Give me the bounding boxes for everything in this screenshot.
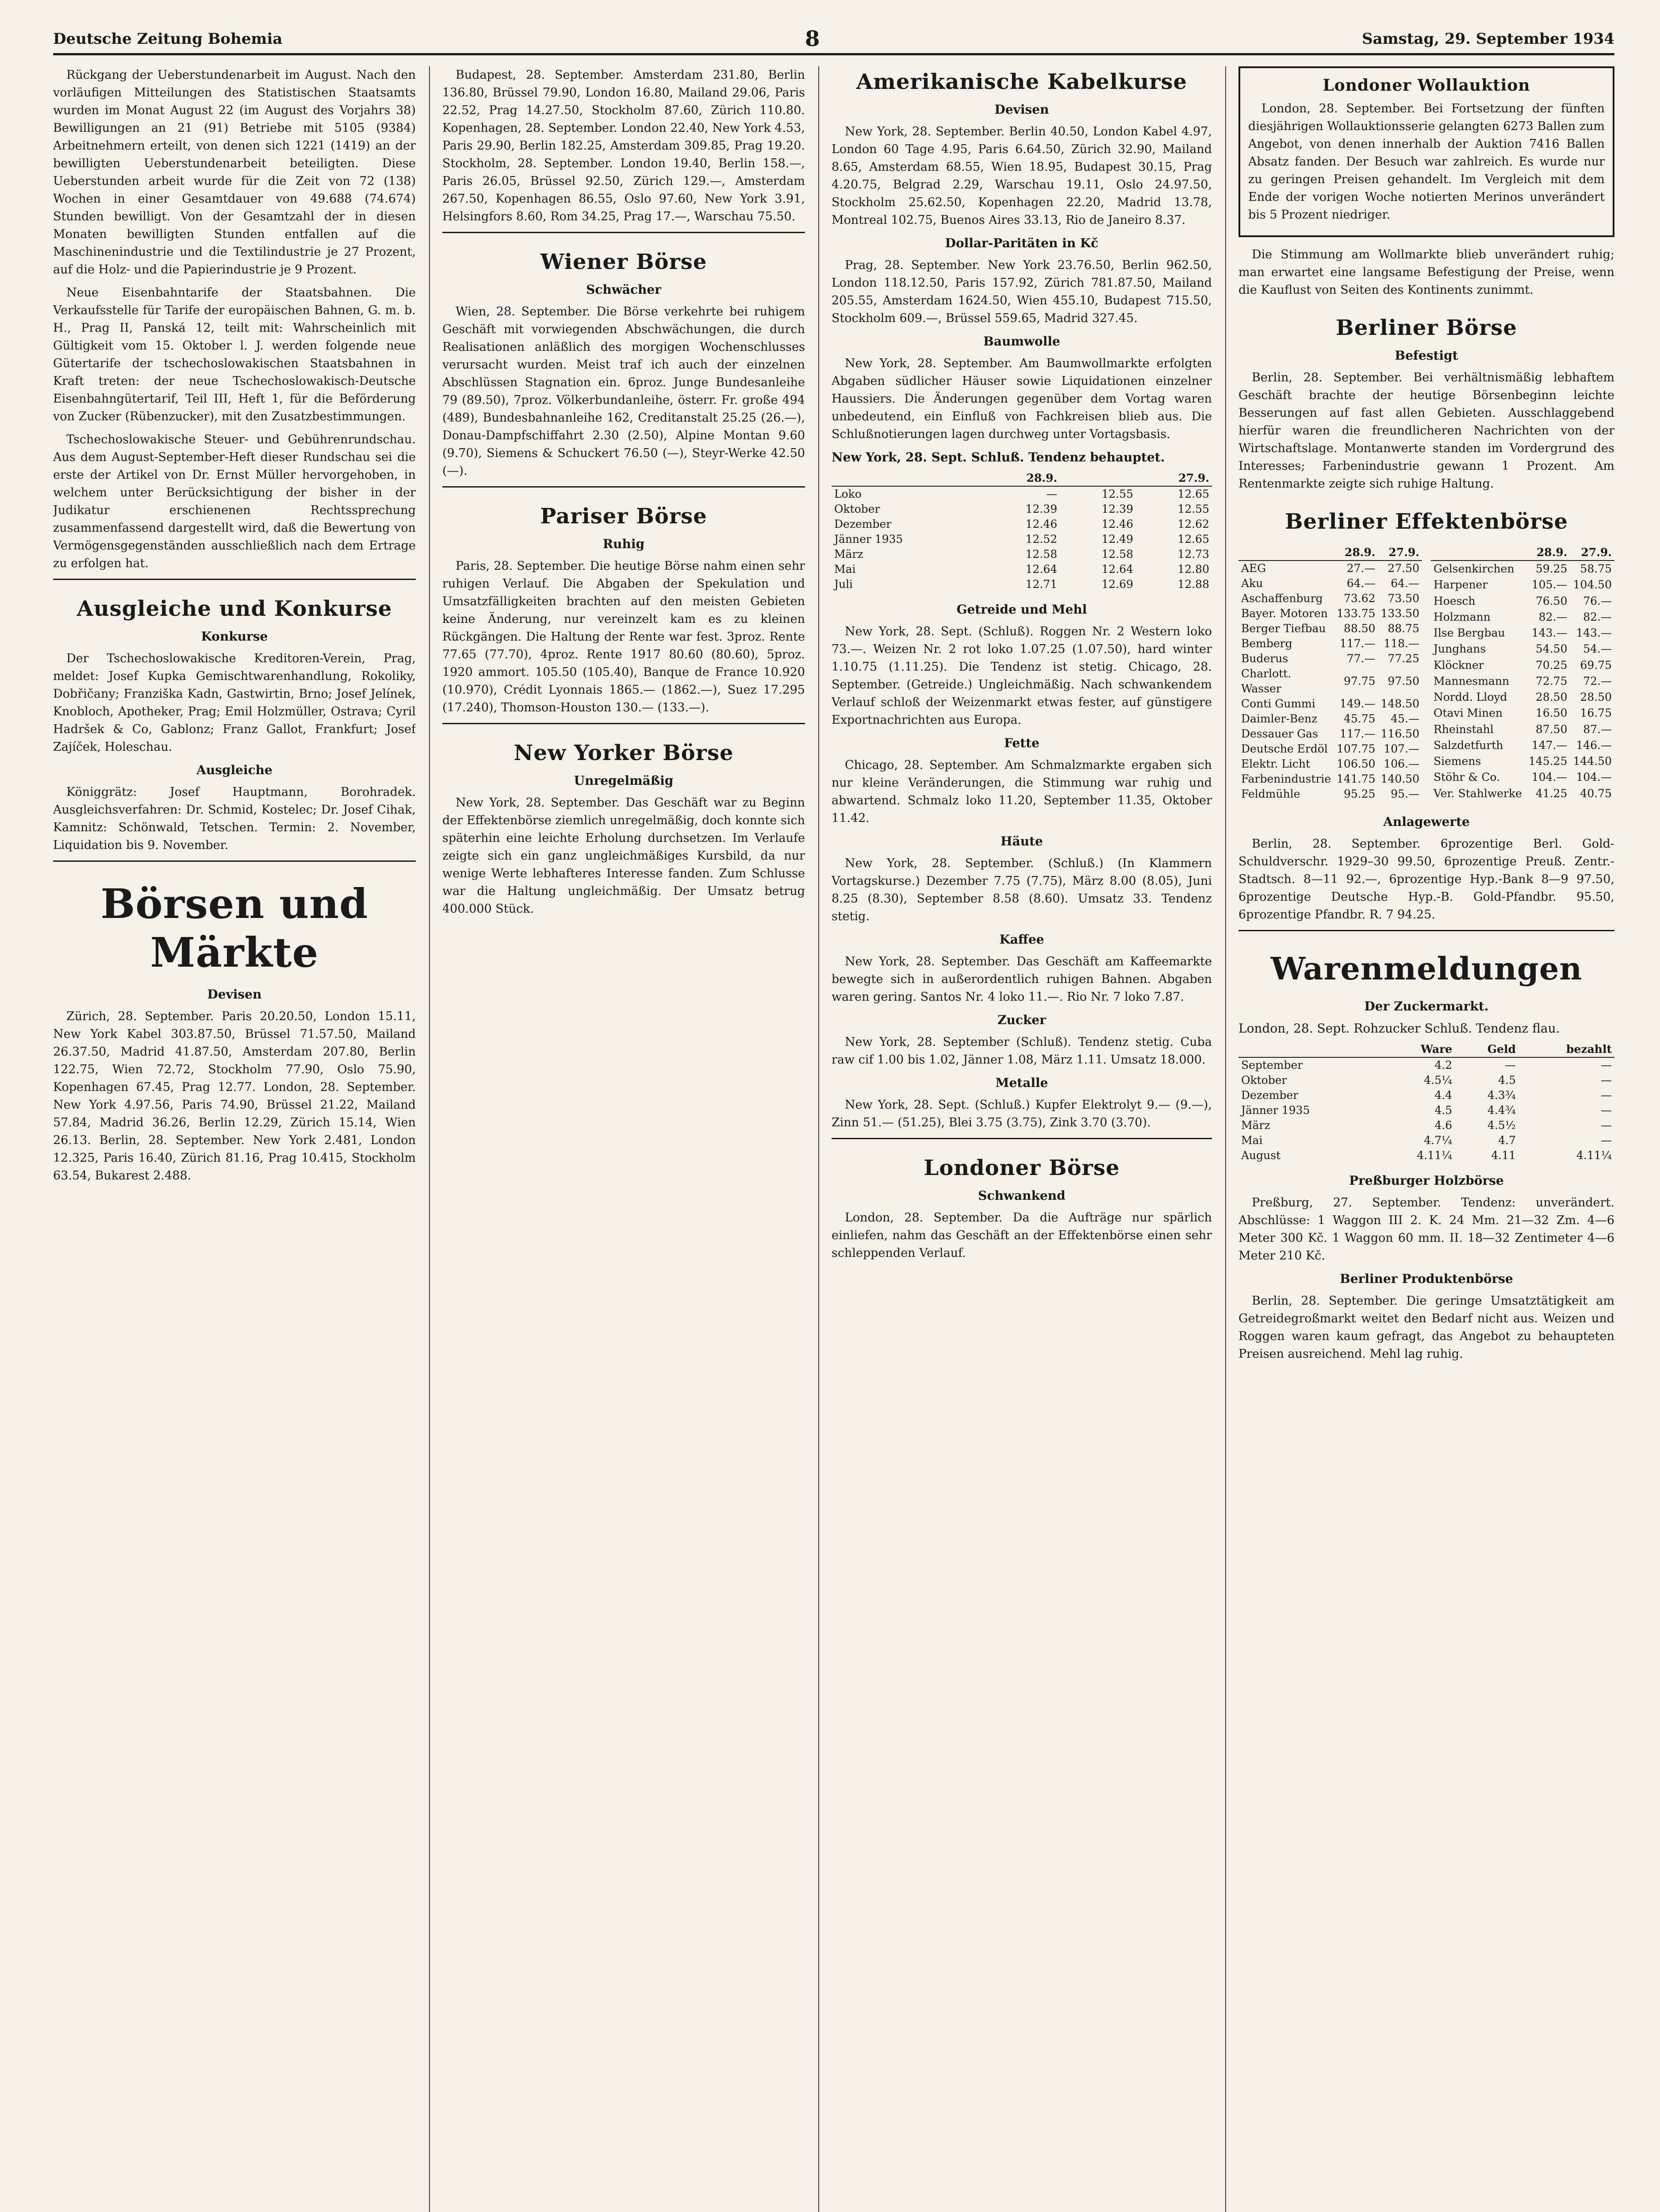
subheading-sugar: Zucker: [997, 1013, 1046, 1027]
table-cell: 27.50: [1388, 562, 1419, 575]
table-cell: 4.5: [1434, 1104, 1453, 1117]
table-cell: 4.4: [1434, 1089, 1453, 1102]
table-row: [832, 486, 1212, 502]
table-header-cell: [1431, 545, 1526, 561]
table-cell: Conti Gummi: [1241, 697, 1315, 710]
cotton-table: [832, 471, 1212, 592]
table-cell: Dessauer Gas: [1241, 727, 1318, 740]
table-header-cell: 27.9.: [1136, 471, 1212, 486]
table-header-cell: [832, 471, 984, 486]
table-cell: 148.50: [1380, 697, 1419, 710]
table-header-cell: 28.9.: [984, 471, 1060, 486]
table-cell: 12.73: [1177, 548, 1209, 561]
table-cell: 4.5½: [1487, 1119, 1516, 1132]
table-cell: 117.—: [1339, 637, 1376, 650]
table-cell: Ver. Stahlwerke: [1434, 787, 1522, 800]
subheading-konkurse: Konkurse: [201, 629, 268, 644]
table-cell: 12.88: [1177, 578, 1209, 591]
subheading-hides: Häute: [1001, 834, 1043, 849]
table-row: [1431, 657, 1614, 673]
table-cell: Oktober: [834, 503, 880, 515]
table-cell: Mai: [1241, 1134, 1263, 1147]
table-header-cell: [1060, 471, 1136, 486]
cotton-report: New York, 28. September. Am Baumwollmarkte erfolgten Abgaben südlicher Häuser sowie Liquidationen einzelner Haussiers. Die Änderungen gegenüber dem Vortag waren unbedeutend, ein Einfluß von Fachkreisen blieb aus. Die Schlußnotierungen lagen durchweg unter Vortagsbasis.: [832, 357, 1212, 441]
paris-report: Paris, 28. September. Die heutige Börse nahm einen sehr ruhigen Verlauf. Die Abgaben der Spekulation und Umsatzfälligkeiten brachten auf den meisten Gebieten keine Änderung, nur vereinzelt kam es zu kleinen Rückgängen. Die Haltung der Rente war fest. 3proz. Rente 77.65 (77.70), 4proz. Rente 1917 80.60 (80.60), 5proz. 1920 ammort. 105.50 (105.40), Banque de France 10.920 (10.970), Crédit Lyonnais 1865.— (1862.—), Suez 17.295 (17.240), Thomson-Houston 130.— (133.—).: [442, 559, 805, 714]
column-4: [1238, 66, 1614, 2212]
new-york-report: New York, 28. September. Das Geschäft war zu Beginn der Effektenbörse ziemlich unregelmäßig, doch konnte sich späterhin eine leichte Erholung durchsetzen. Im Verlaufe zeigte sich ein ganz ungleichmäßiges Kursbild, da nur wenige Werte lebhafteres Interesse fanden. Zum Schlusse war die Haltung ungleichmäßig. Der Umsatz betrug 400.000 Stück.: [442, 796, 805, 916]
table-cell: 104.50: [1573, 578, 1612, 591]
table-cell: 133.75: [1337, 607, 1376, 620]
table-cell: 12.64: [1025, 563, 1058, 576]
table-cell: 69.75: [1580, 658, 1612, 672]
table-row: [832, 547, 1212, 562]
berlin-report: Berlin, 28. September. Bei verhältnismäßig lebhaftem Geschäft brachte der heutige Börsenbeginn leichte Besserungen auf fast allen Gebieten. Ausschlaggebend hierfür waren die freundlicheren Nachrichten von der Wirtschaftslage. Montanwerte standen im Vordergrund des Interesses; Farbenindustrie gewann 1 Prozent. Am Rentenmarkte zeigte sich ruhige Haltung.: [1238, 371, 1614, 491]
table-cell: 64.—: [1346, 577, 1376, 590]
subheading-produce: Berliner Produktenbörse: [1340, 1271, 1513, 1286]
table-row: [1238, 666, 1422, 696]
subheading-bonds: Anlagewerte: [1383, 814, 1470, 829]
table-cell: 4.2: [1434, 1059, 1453, 1071]
table-cell: 4.5: [1498, 1074, 1516, 1087]
article-overtime: Rückgang der Ueberstundenarbeit im August. Nach den vorläufigen Mitteilungen des Statistischen Staatsamts wurden im Monat August 22 (im August des Vorjahrs 38) Bewilligungen an 21 (91) Betriebe mit 5105 (9384) Arbeitnehmern erteilt, von denen sich 1221 (1419) an der bewilligten Ueberstundenarbeit beteiligten. Diese Ueberstunden arbeit wurde für die Zeit von 72 (138) Wochen in einer Gesamtdauer von 49.688 (74.674) Stunden bewilligt. Von der Gesamtzahl der in diesen Monaten bewilligten Stunden entfallen auf die Maschinenindustrie und die Textilindustrie je 27 Prozent, auf die Holz- und die Papierindustrie je 9 Prozent.: [53, 68, 416, 276]
table-cell: 12.80: [1177, 563, 1209, 576]
table-row: [1238, 1073, 1614, 1088]
table-cell: 27.—: [1346, 562, 1376, 575]
table-cell: 87.50: [1535, 722, 1568, 736]
grain-report: New York, 28. Sept. (Schluß). Roggen Nr. 2 Western loko 73.—. Weizen Nr. 2 rot loko 1.07.25 (1.07.50), hard winter 1.10.75 (1.11.25). Die Tendenz ist stetig. Chicago, 28. September. (Getreide.) Ungleichmäßig. Nach schwankendem Verlauf schloß der Weizenmarkt etwas fester, auf günstigere Exportnachrichten aus Europa.: [832, 625, 1212, 727]
table-cell: 4.7: [1498, 1134, 1516, 1147]
table-cell: 97.50: [1388, 675, 1419, 687]
subheading-grain: Getreide und Mehl: [956, 602, 1087, 617]
table-cell: Charlott. Wasser: [1241, 667, 1292, 695]
table-cell: 4.6: [1434, 1119, 1453, 1132]
table-row: [1431, 577, 1614, 593]
table-cell: 45.75: [1343, 712, 1376, 725]
subheading-metals: Metalle: [995, 1075, 1048, 1090]
table-cell: Dezember: [834, 518, 892, 530]
section-rule: [442, 486, 805, 488]
bonds-report: Berlin, 28. September. 6prozentige Berl. Gold-Schuldverschr. 1929–30 99.50, 6prozentige Preuß. Zentr.-Stadtsch. 8—11 92.—, 6prozentige Hyp.-Bank 8—9 97.50, 6prozentige Deutsche Hyp.-B. Gold-Pfandbr. 95.50, 6prozentige Pfandbr. R. 7 94.25.: [1238, 837, 1614, 922]
section-heading-berlin: Berliner Börse: [1336, 315, 1517, 340]
section-heading-vienna: Wiener Börse: [540, 250, 707, 274]
table-header-cell: 28.9.: [1526, 545, 1570, 561]
table-cell: —: [1601, 1089, 1612, 1102]
table-cell: 64.—: [1391, 577, 1419, 590]
column-divider: [429, 66, 430, 2212]
table-cell: 140.50: [1380, 772, 1419, 785]
table-cell: 4.11: [1491, 1149, 1516, 1162]
table-row: [1431, 625, 1614, 641]
table-row: [1238, 561, 1422, 576]
section-rule: [442, 232, 805, 233]
table-header-cell: [1238, 545, 1334, 561]
table-cell: —: [1505, 1059, 1516, 1071]
table-row: [1431, 737, 1614, 753]
article-rail-tariffs: Neue Eisenbahntarife der Staatsbahnen. Die Verkaufsstelle für Tarife der europäischen Bahnen, G. m. b. H., Prag II, Panská 12, teilt mit: Wahrscheinlich mit Gültigkeit vom 15. Oktober l. J. werden folgende neue Gütertarife der tschechoslowakischen Staatsbahnen in Kraft treten: der neue Tschechoslowakisch-Deutsche Eisenbahngütertarif, Teil III, Heft 1, für die Beförderung von Zucker (Rübenzucker), mit den Zusatzbestimmungen.: [53, 286, 416, 423]
table-cell: Loko: [834, 488, 862, 500]
devisen-quotes: Zürich, 28. September. Paris 20.20.50, London 15.11, New York Kabel 303.87.50, Brüssel 71.57.50, Mailand 26.37.50, Madrid 41.87.50, Amsterdam 207.80, Berlin 122.75, Wien 72.72, Stockholm 77.90, Oslo 75.90, Kopenhagen 67.45, Prag 12.77. London, 28. September. New York 4.97.56, Paris 74.90, Brüssel 21.22, Mailand 57.84, Madrid 36.26, Berlin 12.29, Zürich 15.14, Wien 26.13. Berlin, 28. September. New York 2.481, London 12.325, Paris 16.40, Zürich 81.16, Prag 10.415, Stockholm 63.54, Bukarest 2.488.: [53, 1010, 416, 1183]
vienna-report: Wien, 28. September. Die Börse verkehrte bei ruhigem Geschäft mit vorwiegenden Abschwächungen, die durch Realisationen anläßlich des morgigen Wochenschlusses verursacht wurden. Meist traf ich auch der einzelnen Abschlüssen Stagnation ein. 6proz. Junge Bundesanleihe 79 (89.50), 7proz. Völkerbundanleihe, österr. Fr. große 494 (489), Bundesbahnanleihe 162, Creditanstalt 25.25 (26.—), Donau-Dampfschiffahrt 2.30 (2.50), Alpine Montan 9.60 (9.70), Siemens & Schuckert 76.50 (—), Steyr-Werke 42.50 (—).: [442, 305, 805, 478]
metals-report: New York, 28. Sept. (Schluß.) Kupfer Elektrolyt 9.— (9.—), Zinn 51.— (51.25), Blei 3.75 (3.75), Zink 3.70 (3.70).: [832, 1098, 1212, 1129]
sugar-report: New York, 28. September (Schluß). Tendenz stetig. Cuba raw cif 1.00 bis 1.02, Jänner 1.08, März 1.11. Umsatz 18.000.: [832, 1035, 1212, 1067]
table-row: [1431, 769, 1614, 785]
table-cell: 16.50: [1535, 707, 1568, 720]
table-cell: 4.4¾: [1487, 1104, 1516, 1117]
issue-date: Samstag, 29. September 1934: [1362, 30, 1614, 48]
effekten-table-right: [1431, 545, 1614, 802]
table-cell: —: [1601, 1104, 1612, 1117]
table-cell: 76.50: [1535, 594, 1568, 607]
table-cell: —: [1601, 1119, 1612, 1132]
table-cell: Mai: [834, 563, 856, 576]
table-cell: 54.50: [1535, 642, 1568, 656]
table-cell: Ilse Bergbau: [1434, 626, 1505, 640]
table-cell: Salzdetfurth: [1434, 738, 1503, 752]
table-cell: 12.65: [1177, 533, 1209, 545]
table-cell: Elektr. Licht: [1241, 757, 1311, 770]
table-cell: Bemberg: [1241, 637, 1292, 650]
table-cell: Deutsche Erdöl: [1241, 742, 1328, 755]
table-row: [832, 517, 1212, 532]
table-cell: März: [834, 548, 863, 561]
table-cell: 145.25: [1529, 755, 1568, 768]
table-cell: 28.50: [1535, 691, 1568, 704]
table-cell: 12.71: [1025, 578, 1058, 591]
column-divider: [818, 66, 819, 2212]
table-cell: —: [1601, 1134, 1612, 1147]
table-row: [832, 502, 1212, 517]
section-heading-paris: Pariser Börse: [540, 504, 707, 529]
wool-auction-followup: Die Stimmung am Wollmarkte blieb unverändert ruhig; man erwartet eine langsame Befestigung der Preise, wenn die Kauflust von Seiten des Kontinents zunimmt.: [1238, 248, 1614, 297]
table-row: [1431, 609, 1614, 625]
wool-auction-title: Londoner Wollauktion: [1323, 76, 1530, 95]
table-cell: 77.25: [1388, 652, 1419, 665]
table-cell: 4.5¼: [1424, 1074, 1453, 1087]
table-row: [1238, 1133, 1614, 1148]
paper-name: Deutsche Zeitung Bohemia: [53, 30, 283, 48]
table-cell: 104.—: [1576, 771, 1612, 784]
table-row: [1238, 772, 1422, 787]
section-heading-commodities: Warenmeldungen: [1270, 950, 1583, 987]
produce-report: Berlin, 28. September. Die geringe Umsatztätigkeit am Getreidegroßmarkt weitet den Bedarf nicht aus. Weizen und Roggen waren kaum gefragt, das Angebot zu behaupteten Preisen ausreichend. Mehl lag ruhig.: [1238, 1294, 1614, 1361]
table-cell: 143.—: [1576, 626, 1612, 640]
table-row: [832, 577, 1212, 592]
page-number: 8: [805, 27, 820, 51]
ausgleiche-list: Königgrätz: Josef Hauptmann, Borohradek. Ausgleichsverfahren: Dr. Schmid, Kostelec; Dr. Josef Cihak, Kamnitz: Schönwald, Tetschen. Termin: 2. November, Liquidation bis 9. November.: [53, 785, 416, 852]
table-cell: AEG: [1241, 562, 1266, 575]
table-row: [1431, 673, 1614, 689]
table-cell: 133.50: [1380, 607, 1419, 620]
table-cell: —: [1601, 1074, 1612, 1087]
table-cell: Feldmühle: [1241, 787, 1300, 800]
table-cell: 88.75: [1388, 622, 1419, 635]
table-cell: 12.46: [1025, 518, 1058, 530]
table-cell: 70.25: [1535, 658, 1568, 672]
article-tax-review: Tschechoslowakische Steuer- und Gebührenrundschau. Aus dem August-September-Heft dieser Rundschau sei die erste der Artikel von Dr. Ernst Müller hervorgehoben, in welchem unter Berücksichtigung der bisher in der Judikatur erschienenen Rechtssprechung zusammenfassend dargestellt wird, daß die Bewertung von Vermögensgegenständen ausschließlich nach dem Ertrage zu erfolgen hat.: [53, 433, 416, 570]
effekten-tables: [1238, 541, 1614, 810]
table-header-cell: [1238, 1042, 1378, 1057]
table-cell: 146.—: [1576, 738, 1612, 752]
fats-report: Chicago, 28. September. Am Schmalzmarkte ergaben sich nur kleine Veränderungen, die Stimmung war ruhig und abwartend. Schmalz loko 11.20, September 11.35, Oktober 11.42.: [832, 758, 1212, 825]
table-cell: September: [1241, 1059, 1303, 1071]
coffee-report: New York, 28. September. Das Geschäft am Kaffeemarkte bewegte sich in außerordentlich ruhigen Bahnen. Abgaben waren gering. Santos Nr. 4 loko 11.—. Rio Nr. 7 loko 7.87.: [832, 955, 1212, 1004]
table-row: [1431, 641, 1614, 657]
table-cell: 73.50: [1388, 592, 1419, 605]
table-cell: Aku: [1241, 577, 1263, 590]
table-cell: 12.58: [1025, 548, 1058, 561]
table-row: [1431, 705, 1614, 721]
table-cell: 117.—: [1339, 727, 1376, 740]
table-cell: 106.50: [1337, 757, 1376, 770]
table-cell: 12.55: [1101, 488, 1134, 500]
section-heading-markets: Börsen und Märkte: [100, 880, 368, 976]
effekten-table-left: [1238, 545, 1422, 802]
column-3: [832, 66, 1212, 2212]
section-rule: [53, 579, 416, 580]
table-cell: 105.—: [1531, 578, 1568, 591]
masthead: [53, 27, 1614, 55]
section-rule: [442, 723, 805, 724]
table-cell: 45.—: [1391, 712, 1419, 725]
table-cell: 4.11¼: [1576, 1149, 1612, 1162]
table-cell: Rheinstahl: [1434, 722, 1494, 736]
column-2: [442, 66, 805, 2212]
table-cell: Juli: [834, 578, 853, 591]
table-cell: 95.—: [1391, 787, 1419, 800]
subheading-dollar-parities: Dollar-Paritäten in Kč: [945, 236, 1099, 250]
table-row: [1238, 636, 1422, 651]
section-heading-new-york: New Yorker Börse: [514, 741, 734, 765]
table-cell: Berger Tiefbau: [1241, 622, 1326, 635]
table-cell: Harpener: [1434, 578, 1488, 591]
column-1: [53, 66, 416, 2212]
section-rule: [1238, 930, 1614, 931]
table-cell: 12.55: [1177, 503, 1209, 515]
table-cell: 76.—: [1583, 594, 1612, 607]
table-row: [1431, 593, 1614, 609]
table-cell: Daimler-Benz: [1241, 712, 1318, 725]
table-row: [1431, 753, 1614, 769]
hides-report: New York, 28. September. (Schluß.) (In Klammern Vortagskurse.) Dezember 7.75 (7.75), März 8.00 (8.05), Juni 8.25 (8.30), September 8.58 (8.60). Umsatz 33. Tendenz stetig.: [832, 856, 1212, 923]
table-cell: 147.—: [1531, 738, 1568, 752]
table-cell: Nordd. Lloyd: [1434, 691, 1507, 704]
table-cell: 106.—: [1384, 757, 1419, 770]
section-heading-london: Londoner Börse: [924, 1156, 1120, 1180]
table-row: [1238, 621, 1422, 636]
table-cell: 58.75: [1580, 562, 1612, 576]
table-row: [832, 532, 1212, 547]
newspaper-page: [53, 27, 1614, 2212]
table-row: [1238, 711, 1422, 726]
table-cell: 12.39: [1101, 503, 1134, 515]
subheading-devisen: Devisen: [207, 987, 262, 1002]
table-row: [1238, 696, 1422, 711]
table-cell: Holzmann: [1434, 610, 1491, 623]
subheading-berlin: Befestigt: [1395, 348, 1458, 363]
table-row: [1431, 786, 1614, 802]
table-cell: 149.—: [1339, 697, 1376, 710]
table-cell: Jänner 1935: [834, 533, 903, 545]
section-heading-cable: Amerikanische Kabelkurse: [856, 69, 1188, 94]
wood-report: Preßburg, 27. September. Tendenz: unverändert. Abschlüsse: 1 Waggon III 2. K. 24 Mm. 21—32 Zm. 4—6 Meter 300 Kč. 1 Waggon 60 mm. II. 18—32 Zentimeter 4—6 Meter 210 Kč.: [1238, 1196, 1614, 1263]
table-row: [1238, 741, 1422, 757]
table-cell: —: [1046, 488, 1058, 500]
table-cell: 72.—: [1583, 674, 1612, 687]
table-row: [1238, 1118, 1614, 1133]
subheading-coffee: Kaffee: [999, 932, 1044, 947]
table-cell: 12.69: [1101, 578, 1134, 591]
table-cell: 4.7¼: [1424, 1134, 1453, 1147]
subheading-fats: Fette: [1004, 736, 1039, 750]
table-cell: Bayer. Motoren: [1241, 607, 1328, 620]
table-cell: 12.39: [1025, 503, 1058, 515]
table-row: [1238, 757, 1422, 772]
cotton-table-title: New York, 28. Sept. Schluß. Tendenz behauptet.: [832, 450, 1165, 465]
table-cell: Mannesmann: [1434, 674, 1510, 687]
konkurse-list: Der Tschechoslowakische Kreditoren-Verein, Prag, meldet: Josef Kupka Gemischtwarenhandlung, Rokoliky, Dobřičany; Franziška Kadn, Gastwirtin, Brno; Josef Jelínek, Knobloch, Apotheker, Prag; Emil Holzmüller, Ostrava; Cyril Hadršek & Co, Gablonz; Franz Gallot, Frankfurt; Josef Zajíček, Holeschau.: [53, 652, 416, 754]
table-cell: 141.75: [1337, 772, 1376, 785]
table-row: [1238, 591, 1422, 606]
table-cell: Otavi Minen: [1434, 707, 1503, 720]
table-row: [1238, 726, 1422, 741]
table-row: [1238, 651, 1422, 666]
wool-auction-box: [1238, 66, 1614, 237]
sugar-table: [1238, 1042, 1614, 1163]
table-cell: Klöckner: [1434, 658, 1484, 672]
table-cell: 107.75: [1337, 742, 1376, 755]
table-cell: Gelsenkirchen: [1434, 562, 1514, 576]
table-row: [1431, 561, 1614, 577]
table-header-cell: Ware: [1378, 1042, 1455, 1057]
table-cell: 54.—: [1583, 642, 1612, 656]
table-cell: Junghans: [1434, 642, 1486, 656]
table-cell: 12.49: [1101, 533, 1134, 545]
subheading-new-york: Unregelmäßig: [574, 773, 674, 788]
section-rule: [53, 860, 416, 862]
table-cell: Farbenindustrie: [1241, 772, 1331, 785]
section-heading-insolvency: Ausgleiche und Konkurse: [77, 596, 392, 621]
table-cell: 4.11¼: [1417, 1149, 1453, 1162]
column-divider: [1225, 66, 1226, 2212]
table-cell: Hoesch: [1434, 594, 1476, 607]
table-cell: 12.52: [1025, 533, 1058, 545]
table-cell: Buderus: [1241, 652, 1288, 665]
sugar-table-title: London, 28. Sept. Rohzucker Schluß. Tendenz flau.: [1238, 1021, 1560, 1036]
table-cell: 82.—: [1583, 610, 1612, 623]
table-cell: 95.25: [1343, 787, 1376, 800]
table-cell: —: [1601, 1059, 1612, 1071]
table-cell: Jänner 1935: [1241, 1104, 1310, 1117]
table-cell: 40.75: [1580, 787, 1612, 800]
table-row: [1238, 1148, 1614, 1163]
table-cell: 16.75: [1580, 707, 1612, 720]
subheading-sugar-market: Der Zuckermarkt.: [1364, 999, 1489, 1014]
subheading-london: Schwankend: [978, 1188, 1066, 1203]
table-cell: Aschaffenburg: [1241, 592, 1323, 605]
table-cell: 118.—: [1384, 637, 1419, 650]
devisen-continued: Budapest, 28. September. Amsterdam 231.80, Berlin 136.80, Brüssel 79.90, London 16.80, Mailand 29.06, Paris 22.52, Prag 14.27.50, Stockholm 87.60, Zürich 110.80. Kopenhagen, 28. September. London 22.40, New York 4.53, Paris 29.90, Berlin 182.25, Amsterdam 309.85, Prag 19.20. Stockholm, 28. September. London 19.40, Berlin 158.—, Paris 26.05, Brüssel 92.50, Zürich 129.—, Amsterdam 267.50, Kopenhagen 86.55, Oslo 97.60, New York 3.91, Helsingfors 8.60, Rom 34.25, Prag 17.—, Warschau 75.50.: [442, 68, 805, 223]
table-cell: 12.58: [1101, 548, 1134, 561]
london-report: London, 28. September. Da die Aufträge nur spärlich einliefen, nahm das Geschäft an der Effektenbörse einen sehr schleppenden Verlauf.: [832, 1211, 1212, 1260]
subheading-cotton: Baumwolle: [983, 334, 1060, 349]
table-cell: 88.50: [1343, 622, 1376, 635]
table-cell: Stöhr & Co.: [1434, 771, 1500, 784]
subheading-cable-devisen: Devisen: [994, 102, 1049, 117]
subheading-wood: Preßburger Holzbörse: [1349, 1173, 1504, 1188]
wool-auction-text: London, 28. September. Bei Fortsetzung der fünften diesjährigen Wollauktionsserie gelangten 6273 Ballen zum Angebot, von denen innerhalb der Auktion 7416 Ballen Absatz fanden. Der Besuch war zahlreich. Es wurde nur zu geringen Preisen gehandelt. Im Vergleich mit dem Ende der vorigen Woche notierten Merinos unverändert bis 5 Prozent niedriger.: [1248, 102, 1605, 222]
table-cell: Oktober: [1241, 1074, 1287, 1087]
table-cell: 72.75: [1535, 674, 1568, 687]
table-cell: 116.50: [1380, 727, 1419, 740]
table-row: [1431, 689, 1614, 705]
table-row: [1238, 606, 1422, 621]
subheading-vienna: Schwächer: [586, 282, 661, 297]
table-cell: 28.50: [1580, 691, 1612, 704]
table-row: [1238, 1057, 1614, 1073]
table-row: [1431, 722, 1614, 737]
table-cell: August: [1241, 1149, 1281, 1162]
table-cell: 4.3¾: [1487, 1089, 1516, 1102]
table-row: [1238, 1103, 1614, 1118]
table-row: [832, 562, 1212, 577]
cable-quotes: New York, 28. September. Berlin 40.50, London Kabel 4.97, London 60 Tage 4.95, Paris 6.64.50, Zürich 32.90, Mailand 8.65, Amsterdam 68.55, Wien 18.95, Budapest 30.15, Prag 4.20.75, Belgrad 2.29, Warschau 19.11, Oslo 24.97.50, Stockholm 25.62.50, Kopenhagen 22.20, Madrid 13.78, Montreal 102.75, Buenos Aires 33.13, Rio de Janeiro 8.37.: [832, 125, 1212, 227]
table-cell: 143.—: [1531, 626, 1568, 640]
table-cell: 12.64: [1101, 563, 1134, 576]
table-row: [1238, 1088, 1614, 1103]
section-heading-effekten: Berliner Effektenbörse: [1284, 509, 1568, 534]
table-cell: 144.50: [1573, 755, 1612, 768]
table-cell: Siemens: [1434, 755, 1481, 768]
table-cell: März: [1241, 1119, 1270, 1132]
subheading-ausgleiche: Ausgleiche: [196, 763, 272, 777]
table-cell: Dezember: [1241, 1089, 1299, 1102]
table-cell: 104.—: [1531, 771, 1568, 784]
table-header-cell: 27.9.: [1378, 545, 1422, 561]
table-row: [1238, 787, 1422, 802]
table-cell: 12.65: [1177, 488, 1209, 500]
table-header-cell: bezahlt: [1518, 1042, 1614, 1057]
table-cell: 97.75: [1343, 675, 1376, 687]
dollar-parities: Prag, 28. September. New York 23.76.50, Berlin 962.50, London 118.12.50, Paris 157.92, Zürich 781.87.50, Mailand 205.55, Amsterdam 1624.50, Wien 455.10, Budapest 715.50, Stockholm 609.—, Brüssel 559.65, Madrid 327.45.: [832, 258, 1212, 325]
table-cell: 73.62: [1343, 592, 1376, 605]
table-row: [1238, 576, 1422, 591]
table-cell: 87.—: [1583, 722, 1612, 736]
table-header-cell: Geld: [1455, 1042, 1518, 1057]
table-cell: 107.—: [1384, 742, 1419, 755]
table-cell: 41.25: [1535, 787, 1568, 800]
table-cell: 82.—: [1538, 610, 1568, 623]
table-cell: 59.25: [1535, 562, 1568, 576]
section-rule: [832, 1138, 1212, 1139]
table-cell: 12.62: [1177, 518, 1209, 530]
table-header-cell: 27.9.: [1570, 545, 1615, 561]
table-header-cell: 28.9.: [1334, 545, 1378, 561]
subheading-paris: Ruhig: [602, 537, 645, 551]
table-cell: 12.46: [1101, 518, 1134, 530]
table-cell: 77.—: [1346, 652, 1376, 665]
